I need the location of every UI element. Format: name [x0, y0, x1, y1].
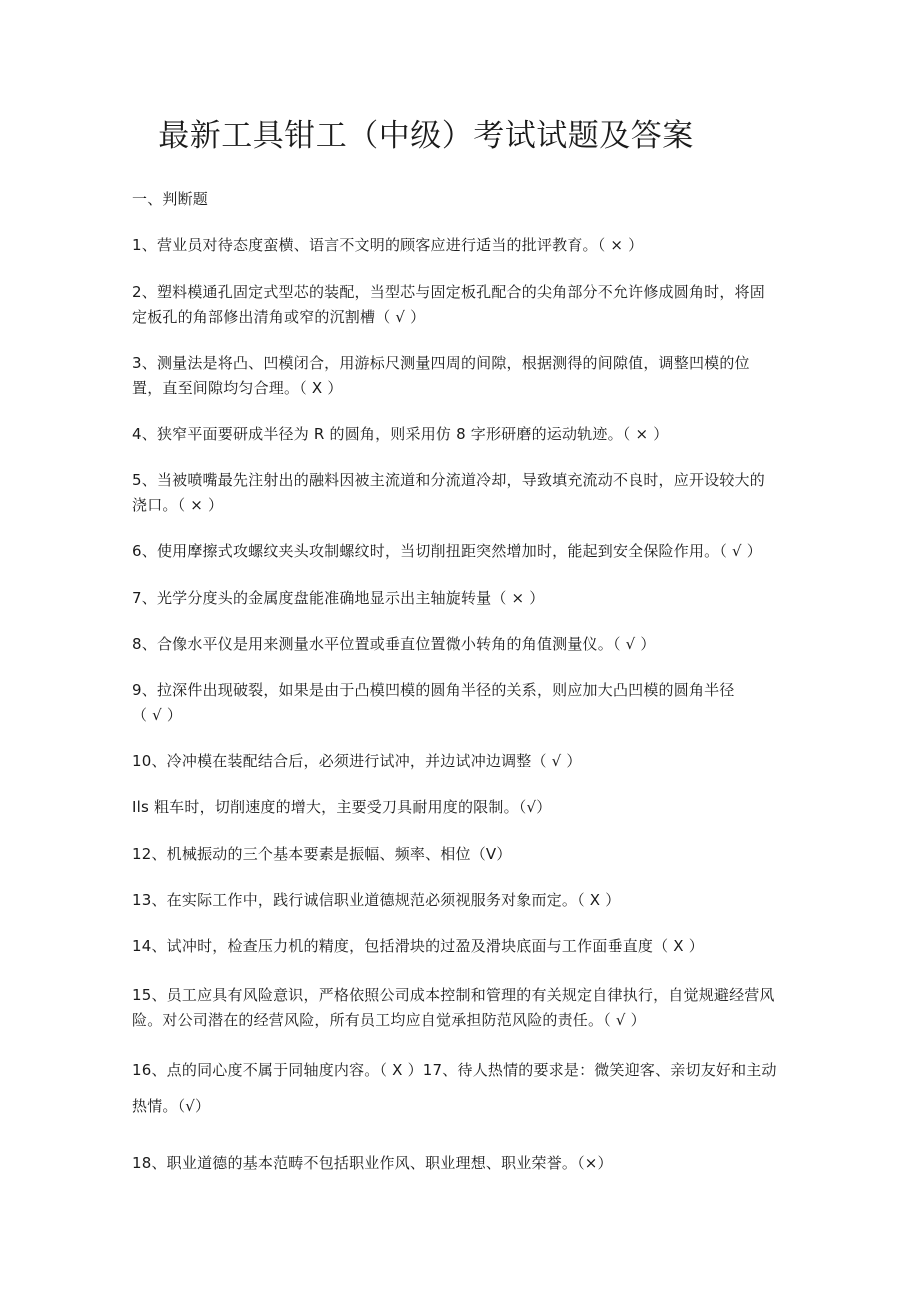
question-line: 9、拉深件出现破裂，如果是由于凸模凹模的圆角半径的关系，则应加大凸凹模的圆角半径 [132, 681, 735, 699]
question-line: 18、职业道德的基本范畴不包括职业作风、职业理想、职业荣誉。（×） [132, 1154, 613, 1172]
question-line: 16、点的同心度不属于同轴度内容。（ X ）17、待人热情的要求是：微笑迎客、亲切友好和主动 [132, 1061, 777, 1079]
question-line: 12、机械振动的三个基本要素是振幅、频率、相位（V） [132, 845, 512, 863]
question-line: 7、光学分度头的金属度盘能准确地显示出主轴旋转量（ × ） [132, 589, 545, 607]
question-line: 定板孔的角部修出清角或窄的沉割槽（ √ ） [132, 308, 426, 326]
question-line: Ils 粗车时，切削速度的增大，主要受刀具耐用度的限制。（√） [132, 798, 552, 816]
question-line: 10、冷冲模在装配结合后，必须进行试冲，并边试冲边调整（ √ ） [132, 752, 582, 770]
document-title: 最新工具钳工（中级）考试试题及答案 [158, 118, 694, 154]
question-line: 置，直至间隙均匀合理。（ X ） [132, 379, 343, 397]
question-line: 险。对公司潜在的经营风险，所有员工均应自觉承担防范风险的责任。（ √ ） [132, 1011, 646, 1029]
question-line: 15、员工应具有风险意识，严格依照公司成本控制和管理的有关规定自律执行，自觉规避经营风 [132, 986, 775, 1004]
question-line: 4、狭窄平面要研成半径为 R 的圆角，则采用仿 8 字形研磨的运动轨迹。（ × ） [132, 425, 669, 443]
question-line: 3、测量法是将凸、凹模闭合，用游标尺测量四周的间隙，根据测得的间隙值，调整凹模的位 [132, 354, 750, 372]
question-line: 14、试冲时，检查压力机的精度，包括滑块的过盈及滑块底面与工作面垂直度（ X ） [132, 937, 704, 955]
question-line: 1、营业员对待态度蛮横、语言不文明的顾客应进行适当的批评教育。（ × ） [132, 236, 644, 254]
section-heading: 一、判断题 [132, 190, 209, 208]
question-line: 8、合像水平仪是用来测量水平位置或垂直位置微小转角的角值测量仪。（ √ ） [132, 635, 656, 653]
question-line: 热情。（√） [132, 1097, 211, 1115]
question-line: 浇口。（ × ） [132, 496, 224, 514]
question-line: 6、使用摩擦式攻螺纹夹头攻制螺纹时，当切削扭距突然增加时，能起到安全保险作用。（ √ ） [132, 542, 762, 560]
question-line: 2、塑料模通孔固定式型芯的装配，当型芯与固定板孔配合的尖角部分不允许修成圆角时，将固 [132, 283, 765, 301]
question-line: （ √ ） [132, 706, 183, 724]
question-line: 13、在实际工作中，践行诚信职业道德规范必须视服务对象而定。（ X ） [132, 891, 621, 909]
question-line: 5、当被喷嘴最先注射出的融料因被主流道和分流道冷却，导致填充流动不良时，应开设较大的 [132, 471, 765, 489]
